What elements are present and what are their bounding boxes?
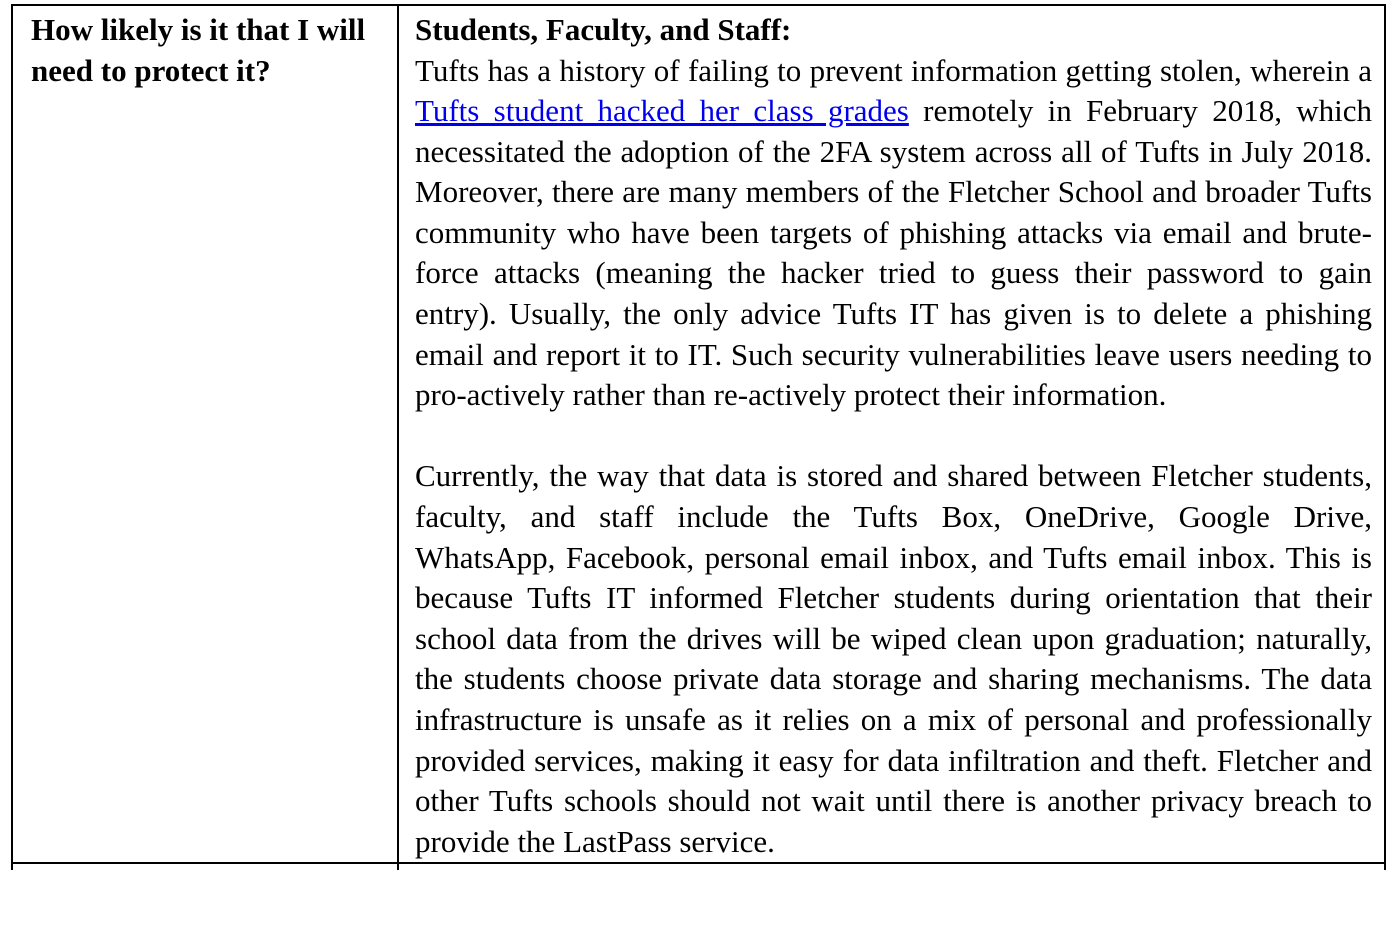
paragraph-history-start: Tufts has a history of failing to prevent information getting stolen, wherein a xyxy=(415,52,1372,88)
next-row-right-cell xyxy=(398,863,1385,870)
table-row-next xyxy=(12,863,1385,870)
answer-heading: Students, Faculty, and Staff: xyxy=(415,12,792,47)
question-heading: How likely is it that I will need to protect it? xyxy=(31,12,366,88)
answer-cell xyxy=(398,5,1385,863)
paragraph-spacer xyxy=(415,416,1372,457)
table-row xyxy=(12,5,1385,863)
paragraph-history-end: remotely in February 2018, which necessitated the adoption of the 2FA system across all of Tufts in July 2018. Moreover, there are many members of the Fletcher School and broader Tufts community who have been targets of phishing attacks via email and brute-force attacks (meaning the hacker tried to guess their password to gain entry). Usually, the only advice Tufts IT has given is to delete a phishing email and report it to IT. Such security vulnerabilities leave users needing to pro-actively rather than re-actively protect their information. xyxy=(415,93,1372,413)
question-cell xyxy=(12,5,398,863)
paragraph-data-storage: Currently, the way that data is stored and shared between Fletcher students, faculty, and staff include the Tufts Box, OneDrive, Google Drive, WhatsApp, Facebook, personal email inbox, and Tufts email inbox. This is because Tufts IT informed Fletcher students during orientation that their school data from the drives will be wiped clean upon graduation; naturally, the students choose private data storage and sharing mechanisms. The data infrastructure is unsafe as it relies on a mix of personal and professionally provided services, making it easy for data infiltration and theft. Fletcher and other Tufts schools should not wait until there is another privacy breach to provide the LastPass service. xyxy=(415,458,1372,859)
next-row-left-cell xyxy=(12,863,398,870)
hacked-grades-link[interactable]: Tufts student hacked her class grades xyxy=(415,93,909,129)
paragraph-history xyxy=(415,51,1372,416)
document-table xyxy=(11,4,1386,870)
